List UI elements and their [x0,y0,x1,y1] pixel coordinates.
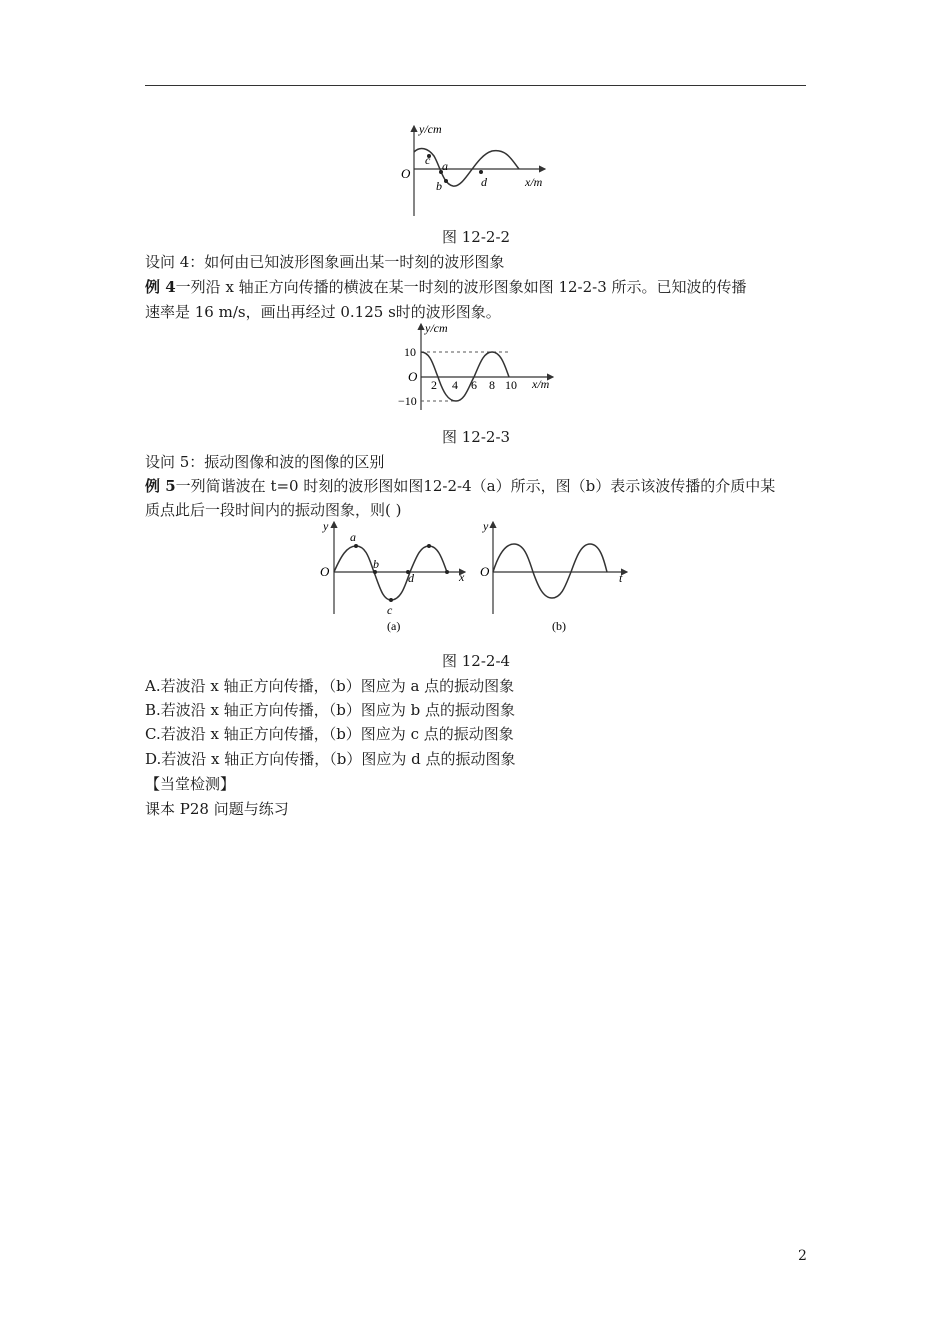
label-c: c [387,603,393,617]
y-axis-label: y/cm [419,122,442,136]
example-5-line-1 [145,476,775,496]
figure-12-2-4 [315,518,640,636]
origin-label: O [320,564,330,579]
x-tick-6: 6 [471,378,477,392]
subfigure-a [320,519,465,633]
wave-curve [334,546,447,600]
origin-label: O [408,369,418,384]
vibration-curve [493,544,607,598]
example-5-line-2: 质点此后一段时间内的振动图象，则( ) [145,501,402,519]
x-axis-label: x/m [532,377,550,391]
y-axis-label: y [483,519,489,533]
caption-12-2-2: 图 12-2-2 [442,228,511,246]
subfigure-b [480,519,627,633]
origin-label: O [401,166,411,181]
example-4-text-1: 一列沿 x 轴正方向传播的横波在某一时刻的波形图象如图 12-2-3 所示。已知波的传播 [175,278,747,296]
example-5-label: 例 5 [145,477,176,495]
caption-12-2-4: 图 12-2-4 [442,652,511,670]
page-number: 2 [798,1248,807,1264]
check-text: 课本 P28 问题与练习 [145,800,289,818]
x-tick-8: 8 [489,378,495,392]
origin-label: O [480,564,490,579]
y-axis-label: y [323,519,329,533]
label-d: d [408,571,414,585]
x-axis-label: x [459,570,465,584]
x-tick-2: 2 [431,378,437,392]
x-tick-10: 10 [505,378,517,392]
option-c: C.若波沿 x 轴正方向传播，（b）图应为 c 点的振动图象 [145,725,514,743]
sub-caption-b: (b) [552,619,566,633]
label-b: b [373,557,379,571]
figure-12-2-3 [393,320,563,410]
example-4-line-1 [145,277,747,297]
point-crest [427,544,431,548]
point-d [479,170,483,174]
sub-caption-a: (a) [387,619,401,633]
example-4-label: 例 4 [145,278,176,296]
x-tick-4: 4 [452,378,458,392]
option-a: A.若波沿 x 轴正方向传播，（b）图应为 a 点的振动图象 [145,677,515,695]
t-axis-label: t [619,571,623,585]
point-end [445,570,449,574]
label-b: b [436,179,442,193]
point-b [444,179,448,183]
caption-12-2-3: 图 12-2-3 [442,428,511,446]
figure-12-2-2 [395,118,560,220]
y-axis-label: y/cm [425,321,448,335]
example-5-text-1: 一列简谐波在 t=0 时刻的波形图如图12-2-4（a）所示，图（b）表示该波传播的介质中某 [175,477,776,495]
option-d: D.若波沿 x 轴正方向传播，（b）图应为 d 点的振动图象 [145,750,516,768]
label-a: a [350,530,356,544]
y-tick-10: 10 [404,345,416,359]
point-c [389,598,393,602]
question-5-heading: 设问 5：振动图像和波的图像的区别 [145,453,385,471]
x-axis-label: x/m [525,175,543,189]
example-4-line-2: 速率是 16 m/s，画出再经过 0.125 s时的波形图象。 [145,303,501,321]
question-4-heading: 设问 4：如何由已知波形图象画出某一时刻的波形图象 [145,253,505,271]
point-a [354,544,358,548]
check-heading: 【当堂检测】 [145,775,236,793]
y-tick-minus-10: −10 [398,394,417,408]
label-c: c [425,153,431,167]
option-b: B.若波沿 x 轴正方向传播，（b）图应为 b 点的振动图象 [145,701,516,719]
label-d: d [481,175,487,189]
header-rule [145,85,806,86]
label-a: a [442,159,448,173]
